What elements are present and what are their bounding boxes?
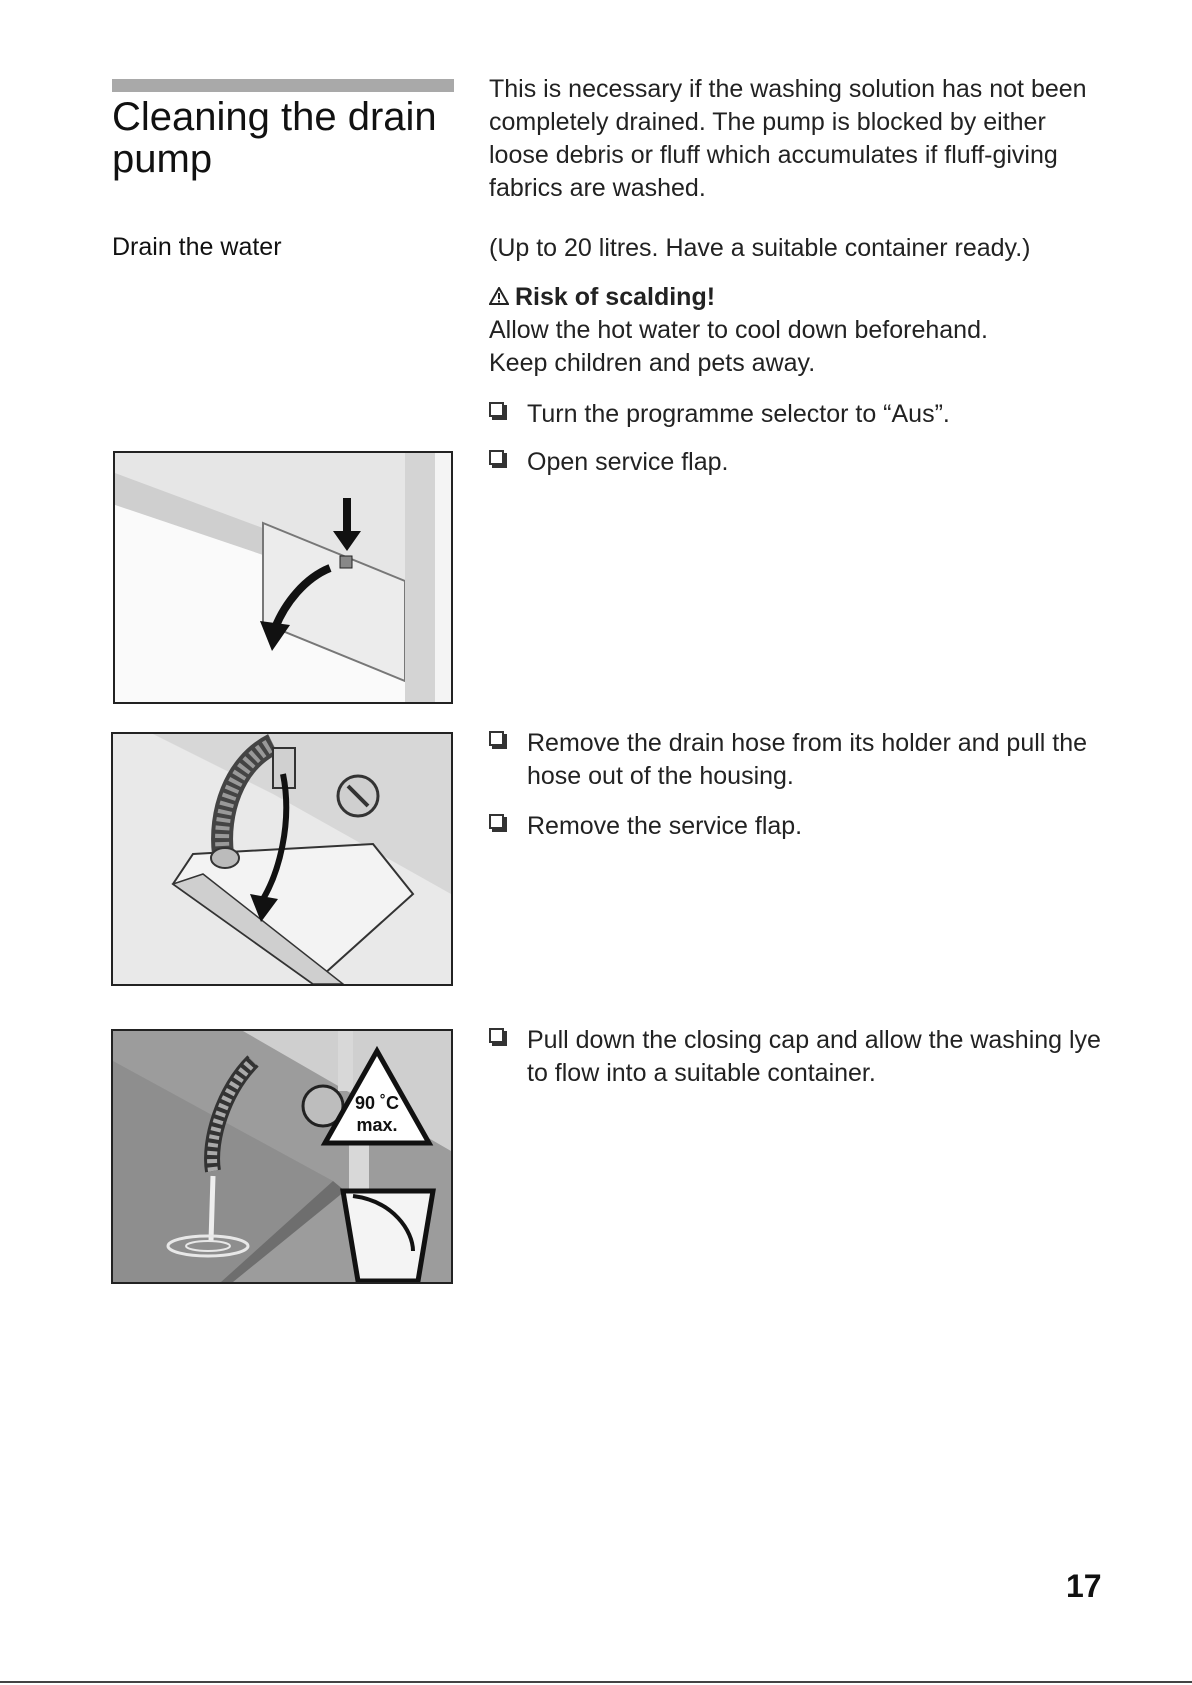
page-number: 17: [1066, 1568, 1102, 1604]
warning-title: Risk of scalding!: [515, 283, 716, 311]
illustration-drain-into-container: [111, 1029, 453, 1284]
step-item: [489, 446, 1109, 479]
checkbox-bullet-icon: [489, 450, 504, 465]
checkbox-bullet-icon: [489, 402, 504, 417]
temperature-sign-value: 90 ˚C: [354, 1093, 400, 1113]
step-text: Turn the programme selector to “Aus”.: [527, 400, 950, 428]
bottom-rule: [0, 1681, 1192, 1683]
page-title: Cleaning the drain pump: [112, 95, 437, 181]
step-item: [489, 398, 1109, 431]
warning-line: Allow the hot water to cool down beforehand.: [489, 316, 988, 344]
step-item: [489, 727, 1109, 793]
illustration-open-service-flap: [113, 451, 453, 704]
section-title: Drain the water: [112, 233, 282, 261]
temperature-sign-max: max.: [356, 1115, 398, 1135]
warning-title-row: [489, 281, 1104, 314]
drain-note: (Up to 20 litres. Have a suitable container ready.): [489, 234, 1031, 262]
checkbox-bullet-icon: [489, 814, 504, 829]
checkbox-bullet-icon: [489, 731, 504, 746]
checkbox-bullet-icon: [489, 1028, 504, 1043]
intro-paragraph: This is necessary if the washing solution has not been completely drained. The pump is blocked by either loose debris or fluff which accumulates if fluff-giving fabrics are washed.: [489, 75, 1087, 202]
warning-block: [489, 281, 1104, 380]
heading-bar: [112, 79, 454, 92]
warning-line: Keep children and pets away.: [489, 349, 816, 377]
step-text: Open service flap.: [527, 448, 729, 476]
illustration-remove-drain-hose: [111, 732, 453, 986]
warning-triangle-icon: [489, 281, 515, 314]
step-text: Remove the service flap.: [527, 812, 803, 840]
step-item: [489, 810, 1109, 843]
step-text: Pull down the closing cap and allow the washing lye to flow into a suitable container.: [527, 1026, 1101, 1087]
step-text: Remove the drain hose from its holder and pull the hose out of the housing.: [527, 729, 1088, 790]
step-item: [489, 1024, 1109, 1090]
